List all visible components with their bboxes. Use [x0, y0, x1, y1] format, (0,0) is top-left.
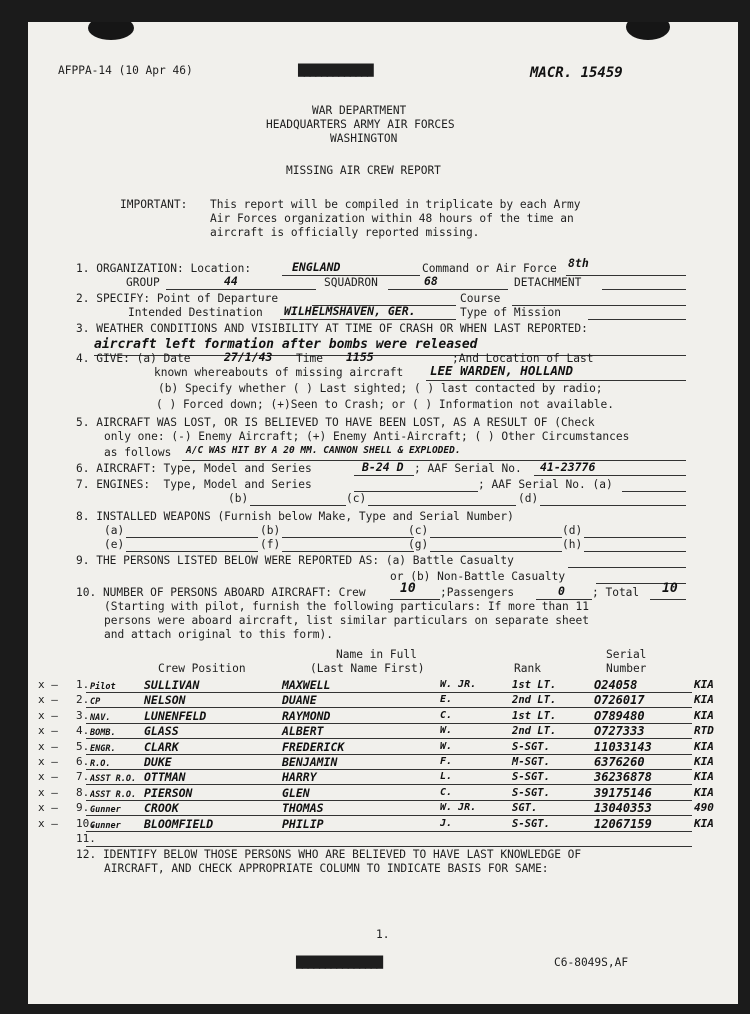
form-id: AFPPA-14 (10 Apr 46): [58, 64, 193, 77]
item10-passengers-label: ;Passengers: [440, 586, 515, 599]
crew-position: ASST R.O.: [90, 774, 137, 784]
crew-status: KIA: [694, 755, 714, 768]
important-line3: aircraft is officially reported missing.: [210, 226, 480, 239]
crew-status: RTD: [694, 724, 714, 737]
item8-a: (a): [104, 524, 125, 537]
crew-last-name: BLOOMFIELD: [144, 817, 214, 831]
item6-serial: 41-23776: [540, 460, 596, 474]
item1-squadron-label: SQUADRON: [324, 276, 378, 289]
check-mark: x —: [38, 740, 58, 753]
crew-rank: S-SGT.: [512, 818, 550, 830]
item10-c: persons were aboard aircraft, list similar particulars on separate sheet: [104, 614, 589, 627]
check-mark: x —: [38, 724, 58, 737]
important-line1: This report will be compiled in triplicate by each Army: [210, 198, 581, 211]
crew-row-number: 6.: [76, 755, 90, 768]
item2-label: 2. SPECIFY: Point of Departure: [76, 292, 279, 305]
item2-destination: WILHELMSHAVEN, GER.: [284, 304, 416, 318]
crew-row-number: 1.: [76, 678, 90, 691]
item7-c: (c): [346, 492, 367, 505]
crew-serial: 11033143: [594, 740, 652, 754]
crew-row-rule: [86, 846, 692, 847]
item1-label: 1. ORGANIZATION: Location:: [76, 262, 252, 275]
form-code: C6-8049S,AF: [554, 956, 629, 969]
crew-last-name: OTTMAN: [144, 770, 186, 784]
crew-status: KIA: [694, 817, 714, 830]
crew-serial: O727333: [594, 724, 645, 738]
crew-status: KIA: [694, 678, 714, 691]
crew-position: Gunner: [90, 821, 121, 831]
crew-row-rule: [86, 784, 692, 785]
crew-rank: 2nd LT.: [512, 725, 557, 737]
item8-g: (g): [408, 538, 429, 551]
item10-passengers: 0: [558, 584, 565, 598]
item9-b: or (b) Non-Battle Casualty: [390, 570, 566, 583]
item8-c: (c): [408, 524, 429, 537]
crew-row-rule: [86, 738, 692, 739]
crew-last-name: CROOK: [144, 801, 179, 815]
item12-label: 12. IDENTIFY BELOW THOSE PERSONS WHO ARE BELIEVED TO HAVE LAST KNOWLEDGE OF: [76, 848, 582, 861]
crew-serial: 13040353: [594, 801, 652, 815]
item10-total: 10: [662, 581, 678, 596]
crew-row-number: 3.: [76, 709, 90, 722]
crew-serial: 36236878: [594, 770, 652, 784]
report-page: [28, 22, 738, 1004]
item12-b: AIRCRAFT, AND CHECK APPROPRIATE COLUMN TO INDICATE BASIS FOR SAME:: [104, 862, 549, 875]
crew-first-name: GLEN: [282, 786, 310, 800]
crew-first-name: FREDERICK: [282, 740, 345, 754]
check-mark: x —: [38, 801, 58, 814]
crew-serial: 6376260: [594, 755, 645, 769]
item6-series: B-24 D: [362, 460, 404, 474]
item4-location-label: ;And Location of Last: [452, 352, 594, 365]
important-line2: Air Forces organization within 48 hours of the time an: [210, 212, 574, 225]
item2-destination-label: Intended Destination: [128, 306, 263, 319]
item8-d: (d): [562, 524, 583, 537]
item10-d: and attach original to this form).: [104, 628, 334, 641]
crew-position: BOMB.: [90, 728, 116, 738]
crew-last-name: LUNENFELD: [144, 709, 207, 723]
item10-crew: 10: [400, 581, 416, 596]
crew-first-name: ALBERT: [282, 724, 324, 738]
item7-serial-label: ; AAF Serial No. (a): [478, 478, 613, 491]
crew-first-name: RAYMOND: [282, 709, 331, 723]
crew-first-name: HARRY: [282, 770, 317, 784]
item7-label: 7. ENGINES: Type, Model and Series: [76, 478, 312, 491]
item1-group: 44: [224, 274, 238, 288]
crew-serial: O789480: [594, 709, 645, 723]
item1-command-label: Command or Air Force: [422, 262, 557, 275]
crew-middle-initial: L.: [440, 771, 453, 782]
item9-label: 9. THE PERSONS LISTED BELOW WERE REPORTED AS: (a) Battle Casualty: [76, 554, 514, 567]
item1-detachment-label: DETACHMENT: [514, 276, 582, 289]
item2-course-label: Course: [460, 292, 501, 305]
check-mark: x —: [38, 693, 58, 706]
item10-label: 10. NUMBER OF PERSONS ABOARD AIRCRAFT: Crew: [76, 586, 366, 599]
item5-c: as follows: [104, 446, 172, 459]
item4-date: 27/1/43: [224, 350, 273, 364]
crew-first-name: THOMAS: [282, 801, 324, 815]
item4-known-label: known whereabouts of missing aircraft: [154, 366, 404, 379]
item10-total-label: ; Total: [592, 586, 640, 599]
important-label: IMPORTANT:: [120, 198, 188, 211]
item6-serial-label: ; AAF Serial No.: [414, 462, 522, 475]
crew-last-name: CLARK: [144, 740, 179, 754]
item4-b: (b) Specify whether ( ) Last sighted; ( ) last contacted by radio;: [158, 382, 603, 395]
check-mark: x —: [38, 709, 58, 722]
macr-number: MACR. 15459: [530, 65, 623, 81]
page-title: MISSING AIR CREW REPORT: [286, 164, 441, 177]
page-number: 1.: [376, 928, 390, 941]
item7-d: (d): [518, 492, 539, 505]
crew-rank: M-SGT.: [512, 756, 550, 768]
item2-mission-label: Type of Mission: [460, 306, 562, 319]
item6-label: 6. AIRCRAFT: Type, Model and Series: [76, 462, 312, 475]
crew-row-number: 8.: [76, 786, 90, 799]
crew-row-number: 11.: [76, 832, 96, 845]
crew-first-name: DUANE: [282, 693, 317, 707]
item5-circumstances: A/C WAS HIT BY A 20 MM. CANNON SHELL & EXPLODED.: [186, 445, 461, 456]
crew-row-rule: [86, 707, 692, 708]
item8-f: (f): [260, 538, 281, 551]
crew-last-name: SULLIVAN: [144, 678, 200, 692]
check-mark: x —: [38, 786, 58, 799]
dept-title: WAR DEPARTMENT: [312, 104, 407, 117]
item4-known: LEE WARDEN, HOLLAND: [430, 363, 573, 378]
crew-row-number: 10.: [76, 817, 96, 830]
item4-label: 4. GIVE: (a) Date: [76, 352, 191, 365]
crew-middle-initial: W. JR.: [440, 802, 477, 813]
crew-serial: 39175146: [594, 786, 652, 800]
crew-row-number: 2.: [76, 693, 90, 706]
crew-serial: O24058: [594, 678, 638, 692]
crew-status: KIA: [694, 693, 714, 706]
crew-first-name: MAXWELL: [282, 678, 331, 692]
header-name-in-full: Name in Full: [336, 648, 417, 661]
redacted-stamp: █████████████: [298, 64, 373, 77]
item8-label: 8. INSTALLED WEAPONS (Furnish below Make, Type and Serial Number): [76, 510, 514, 523]
crew-middle-initial: W.: [440, 725, 453, 736]
crew-middle-initial: W.: [440, 741, 453, 752]
crew-serial: 12067159: [594, 817, 652, 831]
crew-middle-initial: C.: [440, 710, 453, 721]
item8-e: (e): [104, 538, 125, 551]
item8-b: (b): [260, 524, 281, 537]
crew-serial: O726017: [594, 693, 645, 707]
crew-rank: 1st LT.: [512, 710, 557, 722]
crew-position: Gunner: [90, 805, 121, 815]
city-title: WASHINGTON: [330, 132, 398, 145]
crew-middle-initial: E.: [440, 694, 453, 705]
crew-position: ENGR.: [90, 744, 116, 754]
crew-first-name: PHILIP: [282, 817, 324, 831]
header-crew-position: Crew Position: [158, 662, 246, 675]
crew-row-rule: [86, 831, 692, 832]
check-mark: x —: [38, 678, 58, 691]
check-mark: x —: [38, 770, 58, 783]
crew-position: CP: [90, 697, 101, 707]
crew-rank: S-SGT.: [512, 771, 550, 783]
crew-middle-initial: C.: [440, 787, 453, 798]
ink-blot-top-right: [626, 22, 670, 40]
item10-b: (Starting with pilot, furnish the following particulars: If more than 11: [104, 600, 589, 613]
check-mark: x —: [38, 755, 58, 768]
crew-position: NAV.: [90, 713, 111, 723]
header-rank: Rank: [514, 662, 541, 675]
crew-status: 490: [694, 801, 714, 814]
crew-last-name: NELSON: [144, 693, 186, 707]
crew-row-number: 7.: [76, 770, 90, 783]
crew-rank: 1st LT.: [512, 679, 557, 691]
item3-label: 3. WEATHER CONDITIONS AND VISIBILITY AT TIME OF CRASH OR WHEN LAST REPORTED:: [76, 322, 588, 335]
item8-h: (h): [562, 538, 583, 551]
item4-time-label: Time: [296, 352, 323, 365]
item3-weather: aircraft left formation after bombs were released: [94, 337, 478, 352]
crew-position: R.O.: [90, 759, 111, 769]
item5-label: 5. AIRCRAFT WAS LOST, OR IS BELIEVED TO HAVE BEEN LOST, AS A RESULT OF (Check: [76, 416, 595, 429]
crew-status: KIA: [694, 740, 714, 753]
crew-row-rule: [86, 815, 692, 816]
crew-last-name: GLASS: [144, 724, 179, 738]
item5-b: only one: (-) Enemy Aircraft; (+) Enemy Anti-Aircraft; ( ) Other Circumstances: [104, 430, 630, 443]
crew-middle-initial: F.: [440, 756, 453, 767]
crew-status: KIA: [694, 709, 714, 722]
header-last-name-first: (Last Name First): [310, 662, 425, 675]
crew-position: ASST R.O.: [90, 790, 137, 800]
item1-group-label: GROUP: [126, 276, 160, 289]
crew-row-number: 5.: [76, 740, 90, 753]
crew-rank: 2nd LT.: [512, 694, 557, 706]
crew-status: KIA: [694, 786, 714, 799]
crew-last-name: PIERSON: [144, 786, 193, 800]
header-serial-number: Number: [606, 662, 647, 675]
crew-last-name: DUKE: [144, 755, 172, 769]
item4-c: ( ) Forced down; (+)Seen to Crash; or ( ) Information not available.: [156, 398, 615, 411]
item4-time: 1155: [346, 350, 374, 364]
crew-rank: S-SGT.: [512, 741, 550, 753]
crew-middle-initial: J.: [440, 818, 453, 829]
crew-row-number: 9.: [76, 801, 90, 814]
redacted-footer-stamp: ███████████████: [296, 956, 383, 969]
crew-rank: SGT.: [512, 802, 538, 814]
crew-row-number: 4.: [76, 724, 90, 737]
item1-squadron: 68: [424, 274, 438, 288]
crew-middle-initial: W. JR.: [440, 679, 477, 690]
item1-location: ENGLAND: [292, 260, 341, 274]
item1-command: 8th: [568, 256, 589, 270]
ink-blot-top-left: [88, 22, 134, 40]
check-mark: x —: [38, 817, 58, 830]
crew-rank: S-SGT.: [512, 787, 550, 799]
crew-first-name: BENJAMIN: [282, 755, 338, 769]
header-serial: Serial: [606, 648, 647, 661]
hq-title: HEADQUARTERS ARMY AIR FORCES: [266, 118, 455, 131]
item7-b: (b): [228, 492, 249, 505]
crew-position: Pilot: [90, 682, 116, 692]
crew-status: KIA: [694, 770, 714, 783]
